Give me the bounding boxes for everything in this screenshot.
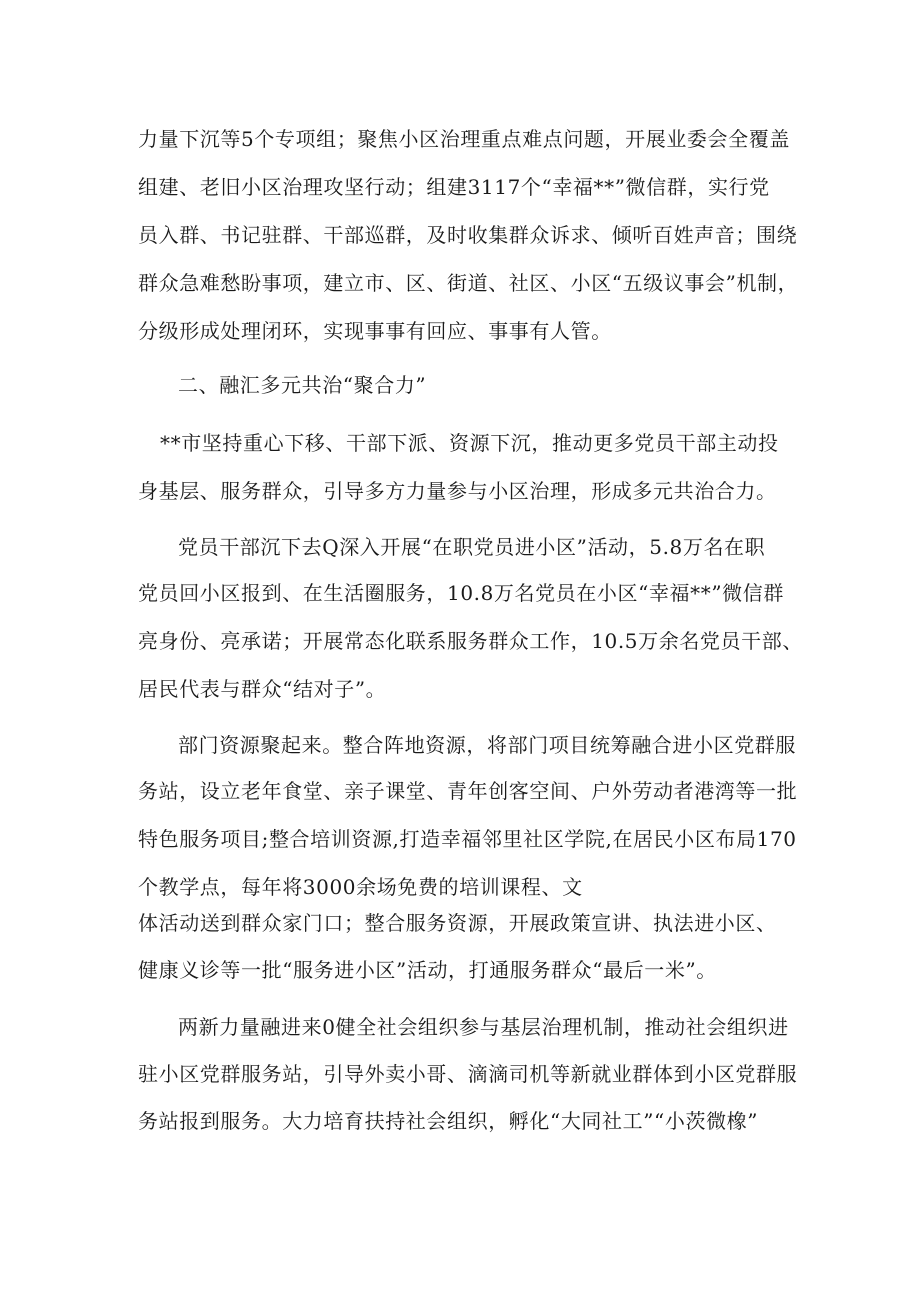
section-heading: 二、融汇多元共治“聚合力” [178,373,427,397]
text-line: 分级形成处理闭环，实现事事有回应、事事有人管。 [138,319,612,343]
text-line: 特色服务项目;整合培训资源,打造幸福邻里社区学院,在居民小区布局170 [138,827,797,851]
text-line: 身基层、服务群众，引导多方力量参与小区治理，形成多元共治合力。 [138,479,777,503]
text-line: 务站，设立老年食堂、亲子课堂、青年创客空间、户外劳动者港湾等一批 [138,779,798,803]
text-line: 党员干部沉下去Q深入开展“在职党员进小区”活动，5.8万名在职 [178,535,766,559]
text-line: 部门资源聚起来。整合阵地资源，将部门项目统筹融合进小区党群服 [178,733,796,757]
text-line: 务站报到服务。大力培育扶持社会组织，孵化“大同社工”“小茨微橡” [138,1109,759,1133]
text-line: 员入群、书记驻群、干部巡群，及时收集群众诉求、倾听百姓声音；围绕 [138,223,798,247]
text-line: 驻小区党群服务站，引导外卖小哥、滴滴司机等新就业群体到小区党群服 [138,1062,798,1086]
text-line: **市坚持重心下移、干部下派、资源下沉，推动更多党员干部主动投 [160,431,779,455]
text-line: 组建、老旧小区治理攻坚行动；组建3117个“幸福**”微信群，实行党 [138,175,770,199]
text-line: 健康义诊等一批“服务进小区”活动，打通服务群众“最后一米”。 [138,958,717,982]
text-line: 个教学点，每年将3000余场免费的培训课程、文 [138,875,583,899]
text-line: 居民代表与群众“结对子”。 [138,677,387,701]
text-line: 群众急难愁盼事项，建立市、区、街道、社区、小区“五级议事会”机制， [138,271,799,295]
text-line: 两新力量融进来0健全社会组织参与基层治理机制，推动社会组织进 [178,1015,789,1039]
text-line: 力量下沉等5个专项组；聚焦小区治理重点难点问题，开展业委会全覆盖 [138,127,790,151]
text-line: 亮身份、亮承诺；开展常态化联系服务群众工作，10.5万余名党员干部、 [138,629,803,653]
text-line: 体活动送到群众家门口；整合服务资源，开展政策宣讲、执法进小区、 [138,911,777,935]
text-line: 党员回小区报到、在生活圈服务，10.8万名党员在小区“幸福**”微信群 [138,581,784,605]
